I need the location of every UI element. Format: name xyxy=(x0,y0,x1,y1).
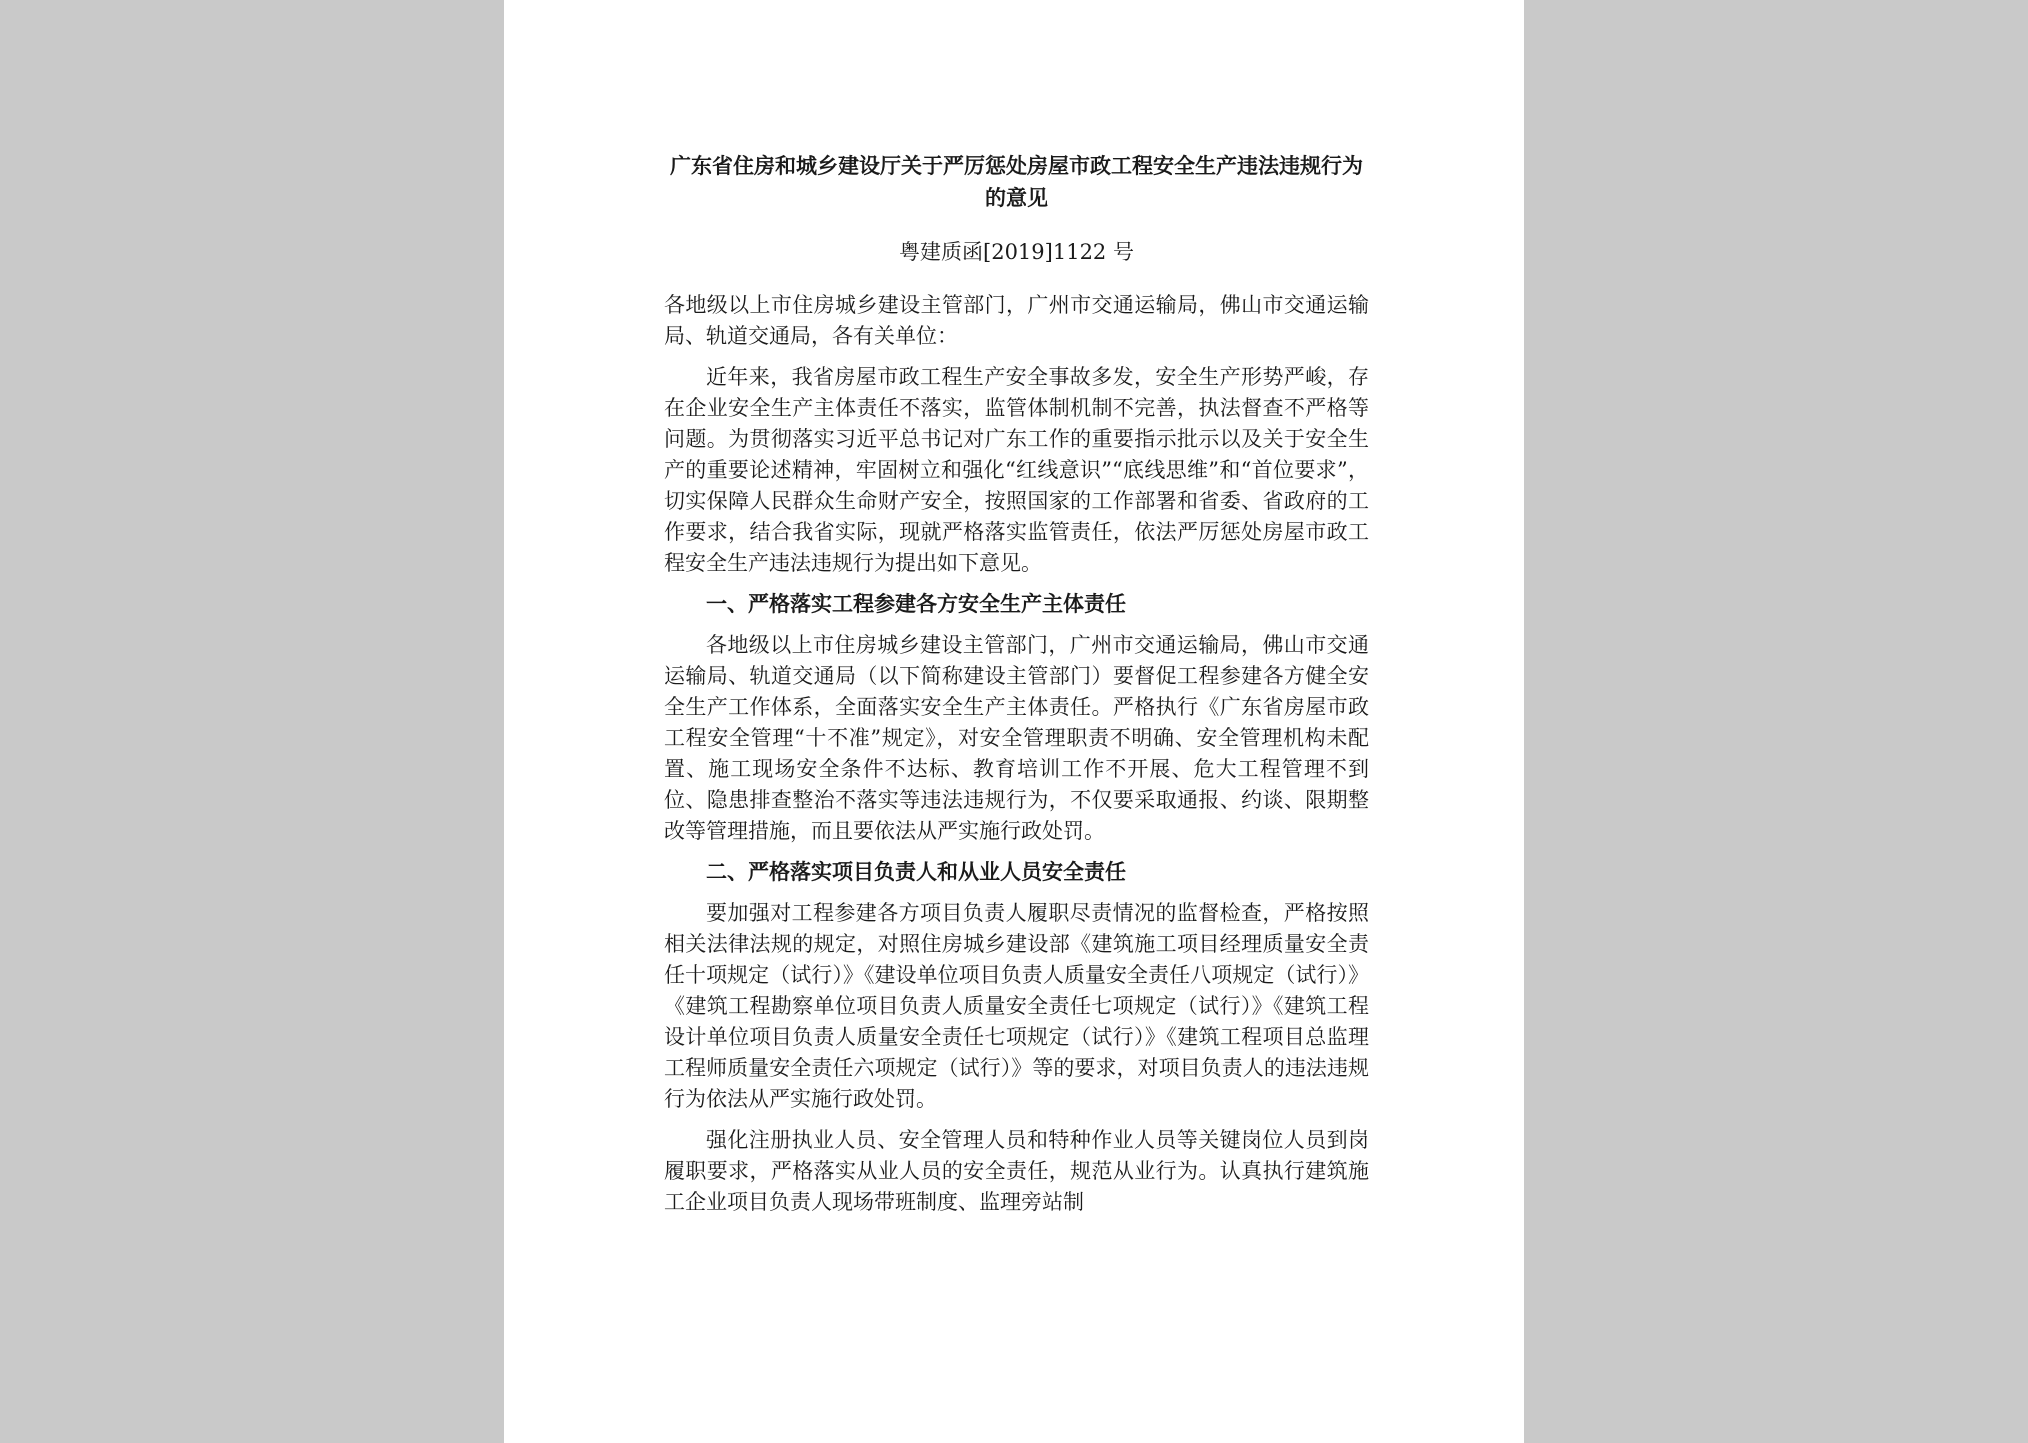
document-number: 粤建质函[2019]1122 号 xyxy=(899,240,1134,264)
document-title: 广东省住房和城乡建设厅关于严厉惩处房屋市政工程安全生产违法违规行为的意见 xyxy=(670,154,1363,210)
section-1-paragraph: 各地级以上市住房城乡建设主管部门，广州市交通运输局，佛山市交通运输局、轨道交通局（以下简称建设主管部门）要督促工程参建各方健全安全生产工作体系，全面落实安全生产主体责任。严格执行《广东省房屋市政工程安全管理“十不准”规定》，对安全管理职责不明确、安全管理机构未配置、施工现场安全条件不达标、教育培训工作不开展、危大工程管理不到位、隐患排查整治不落实等违法违规行为，不仅要采取通报、约谈、限期整改等管理措施，而且要依法从严实施行政处罚。 xyxy=(664,633,1369,843)
section-2-paragraph-2: 强化注册执业人员、安全管理人员和特种作业人员等关键岗位人员到岗履职要求，严格落实从业人员的安全责任，规范从业行为。认真执行建筑施工企业项目负责人现场带班制度、监理旁站制 xyxy=(664,1128,1369,1214)
document-page xyxy=(504,0,1524,1443)
intro-paragraph: 近年来，我省房屋市政工程生产安全事故多发，安全生产形势严峻，存在企业安全生产主体责任不落实，监管体制机制不完善，执法督查不严格等问题。为贯彻落实习近平总书记对广东工作的重要指示批示以及关于安全生产的重要论述精神，牢固树立和强化“红线意识”“底线思维”和“首位要求”，切实保障人民群众生命财产安全，按照国家的工作部署和省委、省政府的工作要求，结合我省实际，现就严格落实监管责任，依法严厉惩处房屋市政工程安全生产违法违规行为提出如下意见。 xyxy=(664,365,1369,575)
section-1-heading: 一、严格落实工程参建各方安全生产主体责任 xyxy=(706,592,1126,616)
section-2-heading: 二、严格落实项目负责人和从业人员安全责任 xyxy=(706,860,1126,884)
document-body xyxy=(664,150,1369,1228)
addressee-paragraph: 各地级以上市住房城乡建设主管部门，广州市交通运输局，佛山市交通运输局、轨道交通局，各有关单位： xyxy=(664,293,1369,348)
section-2-paragraph-1: 要加强对工程参建各方项目负责人履职尽责情况的监督检查，严格按照相关法律法规的规定，对照住房城乡建设部《建筑施工项目经理质量安全责任十项规定（试行）》《建设单位项目负责人质量安全责任八项规定（试行）》《建筑工程勘察单位项目负责人质量安全责任七项规定（试行）》《建筑工程设计单位项目负责人质量安全责任七项规定（试行）》《建筑工程项目总监理工程师质量安全责任六项规定（试行）》等的要求，对项目负责人的违法违规行为依法从严实施行政处罚。 xyxy=(664,901,1369,1111)
